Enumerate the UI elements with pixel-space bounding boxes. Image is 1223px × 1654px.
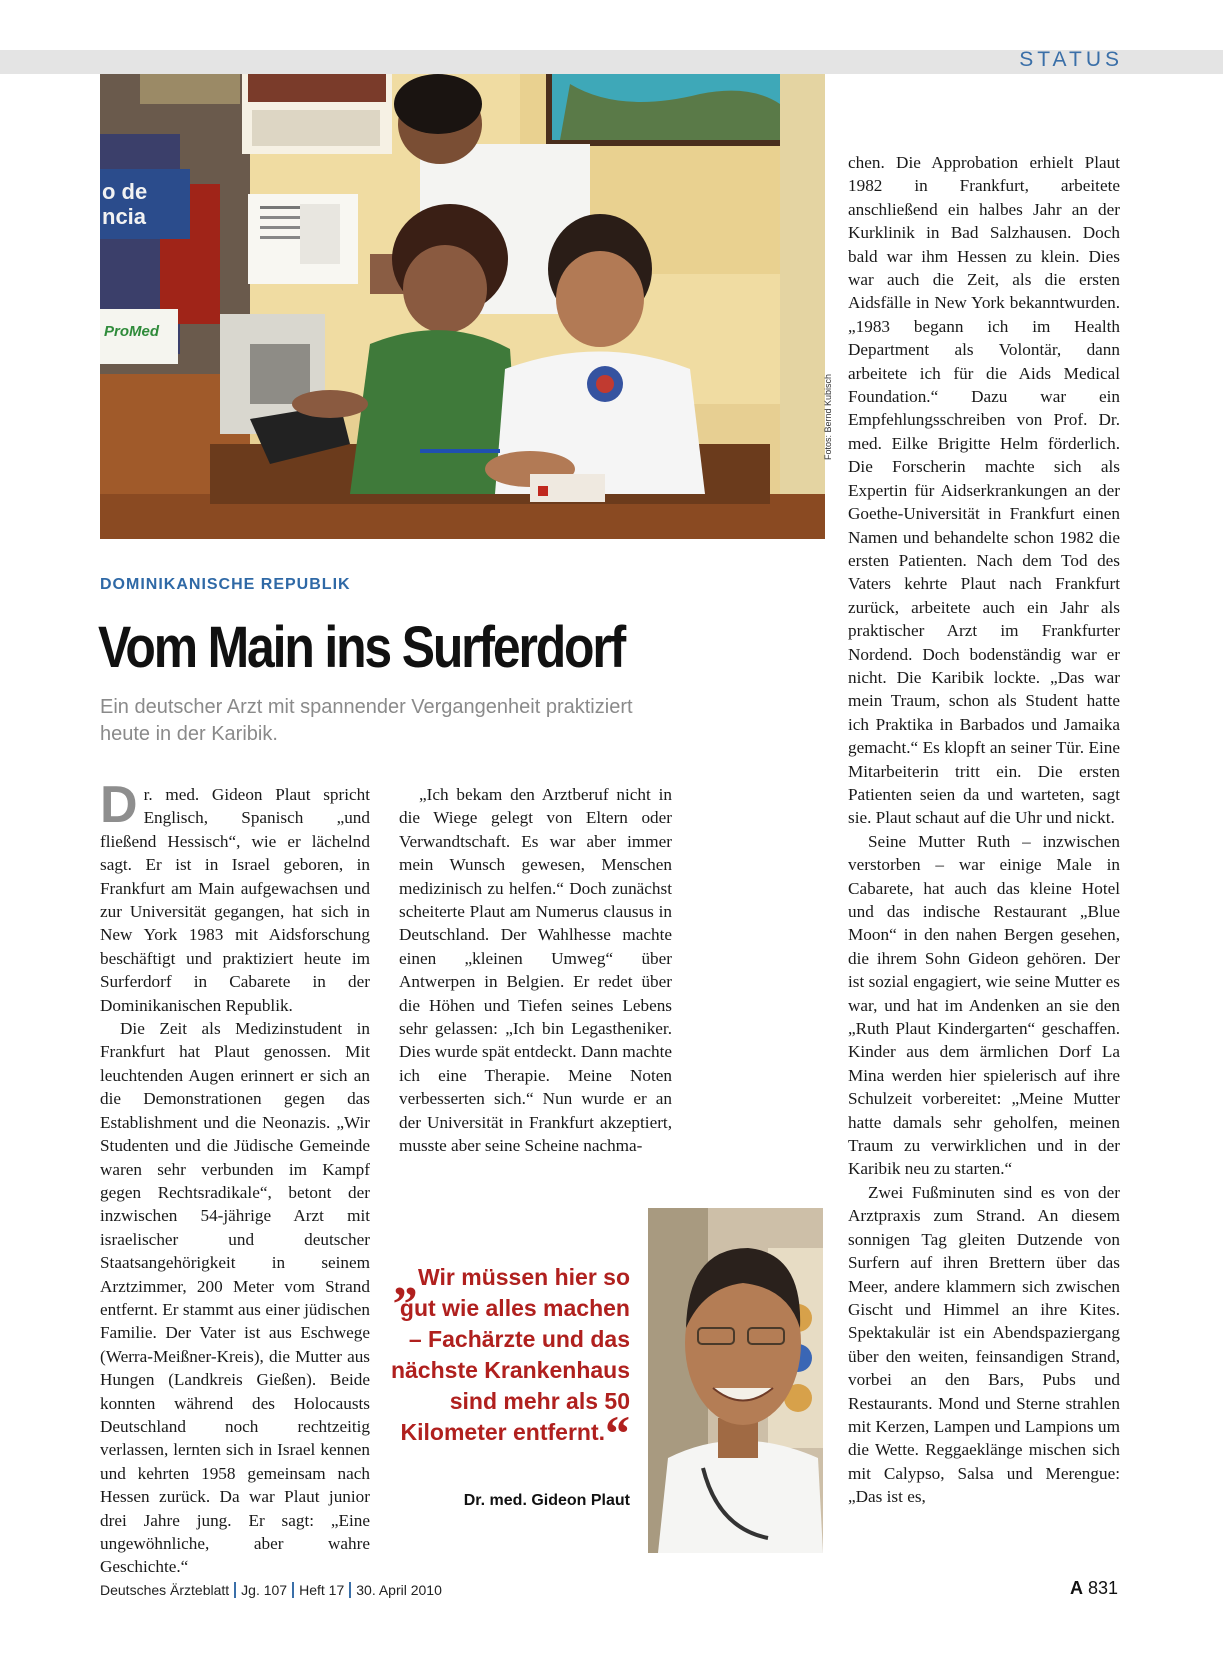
svg-text:ncia: ncia xyxy=(102,204,147,229)
pull-quote xyxy=(390,1250,630,1461)
page-prefix: A xyxy=(1069,1578,1083,1598)
section-label: STATUS xyxy=(1019,48,1123,71)
paragraph xyxy=(100,776,370,1017)
footer-divider xyxy=(234,1582,236,1598)
photo-credit: Fotos: Bernd Kubisch xyxy=(823,373,833,460)
journal-volume: Jg. 107 xyxy=(241,1582,288,1598)
journal-issue: Heft 17 xyxy=(299,1582,345,1598)
dropcap: D xyxy=(100,776,138,834)
pull-quote-text: Wir müssen hier so gut wie alles machen – Fachärzte und das nächste Krankenhaus sind mehr als 50 Kilometer entfernt. xyxy=(390,1264,630,1445)
article-kicker: DOMINIKANISCHE REPUBLIK xyxy=(100,576,351,593)
paragraph-text: r. med. Gideon Plaut spricht Englisch, Spanisch „und fließend Hessisch“, wie er lächelnd sagt. Er ist in Israel geboren, in Frankfurt am Main aufgewachsen und zur Universität gegangen, hat sich in New York 1983 mit Aidsforschung beschäftigt und praktiziert heute im Surferdorf in Cabarete in der Dominikanischen Republik. xyxy=(100,785,370,1015)
footer xyxy=(100,1582,442,1598)
column-3 xyxy=(848,151,1120,1509)
column-2 xyxy=(399,783,672,1158)
page-number-value: 831 xyxy=(1087,1578,1118,1598)
paragraph: chen. Die Approbation erhielt Plaut 1982 in Frankfurt, arbeitete anschließend ein halbes Jahr an der Kurklinik in Bad Salzhausen. Doch bald war ihm Hessen zu klein. Dies war auch die Zeit, als die ersten Aidsfälle in New York bekanntwurden. „1983 begann ich im Health Department als Volontär, dann arbeitete ich für die Aids Medical Foundation.“ Dazu war ein Empfehlungsschreiben von Prof. Dr. med. Eilke Brigitte Helm förderlich. Die Forscherin machte sich als Expertin für Aidserkrankungen an der Goethe-Universität in Frankfurt einen Namen und behandelte schon 1982 die ersten Patienten. Nach dem Tod des Vaters kehrte Plaut nach Frankfurt zurück, arbeitete auch ein Jahr als praktischer Arzt im Frankfurter Nordend. Doch bodenständig war er nicht. Die Karibik lockte. „Das war mein Traum, schon als Student hatte ich Praktika in Barbados und Jamaika gemacht.“ Es klopft an seiner Tür. Eine Mitarbeiterin tritt ein. Die ersten Patienten seien da und warteten, sagt sie. Plaut schaut auf die Uhr und nickt. xyxy=(848,153,1120,828)
paragraph: „Ich bekam den Arztberuf nicht in die Wiege gelegt von Eltern oder Verwandtschaft. Es war aber immer mein Wunsch gewesen, Menschen medizinisch zu helfen.“ Doch zunächst scheiterte Plaut am Numerus clausus in Deutschland. Der Wahlhesse machte einen „kleinen Umweg“ über Antwerpen in Belgien. Er redet über die Höhen und Tiefen seines Lebens sehr gelassen: „Ich bin Legastheniker. Dies wurde spät entdeckt. Dann machte ich eine Therapie. Meine Noten verbesserten sich.“ Nun wurde er an der Universität in Frankfurt akzeptiert, musste aber seine Scheine nachma- xyxy=(399,785,672,1156)
quote-close-mark: “ xyxy=(605,1405,630,1461)
svg-text:o de: o de xyxy=(102,179,148,204)
journal-name: Deutsches Ärzteblatt xyxy=(100,1582,230,1598)
issue-date: 30. April 2010 xyxy=(356,1582,442,1598)
article-subtitle: Ein deutscher Arzt mit spannender Vergangenheit praktiziert heute in der Karibik. xyxy=(100,696,633,745)
pull-quote-author: Dr. med. Gideon Plaut xyxy=(463,1492,630,1509)
footer-divider xyxy=(349,1582,351,1598)
page-number xyxy=(1070,1578,1118,1599)
portrait-photo xyxy=(648,1208,823,1553)
column-1 xyxy=(100,776,370,1579)
article-title: Vom Main ins Surferdorf xyxy=(98,615,625,680)
paragraph: Seine Mutter Ruth – inzwischen verstorben – war einige Male in Cabarete, hat auch das kleine Hotel und das indische Restaurant „Blue Moon“ in den nahen Bergen gesehen, die ihrem Sohn Gideon gehören. Der ist sozial engagiert, wie seine Mutter es war, und hat im Andenken an sie den „Ruth Plaut Kindergarten“ geschaffen. Kinder aus dem ärmlichen Dorf La Mina werden hier spielerisch auf ihre Schulzeit vorbereitet: „Meine Mutter hatte damals sehr geholfen, meinen Traum zu verwirklichen und in der Karibik neu zu starten.“ xyxy=(848,831,1120,1179)
paragraph: Zwei Fußminuten sind es von der Arztpraxis zum Strand. An diesem sonnigen Tag gleiten Dutzende von Surfern auf ihren Brettern über das Meer, andere klammern sich zwischen Gischt und Himmel an ihre Kites. Spektakulär ist ein Abendspaziergang über den weiten, feinsandigen Strand, vorbei an den Bars, Pubs und Restaurants. Mond und Sterne strahlen mit Kerzen, Lampen und Lampions um die Wette. Reggaeklänge mischen sich mit Calypso, Salsa und Merengue: „Das ist es, xyxy=(848,1182,1120,1507)
svg-text:ProMed: ProMed xyxy=(104,323,160,340)
paragraph: Die Zeit als Medizinstudent in Frankfurt hat Plaut genossen. Mit leuchtenden Augen erinnert er sich an die Demonstrationen gegen das Establishment und die Neonazis. „Wir Studenten und die Jüdische Gemeinde waren sehr verbunden im Kampf gegen Rechtsradikale“, betont der inzwischen 54-jährige Arzt mit israelischer und deutscher Staatsangehörigkeit in seinem Arztzimmer, 200 Meter vom Strand entfernt. Er stammt aus einer jüdischen Familie. Der Vater ist aus Eschwege (Werra-Meißner-Kreis), die Mutter aus Hungen (Landkreis Gießen). Beide konnten während des Holocausts Deutschland noch rechtzeitig verlassen, lernten sich in Israel kennen und kehrten 1958 gemeinsam nach Hessen zurück. Da war Plaut junior drei Jahre jung. Er sagt: „Eine ungewöhnliche, aber wahre Geschichte.“ xyxy=(100,1019,370,1577)
quote-open-mark: „ xyxy=(393,1250,419,1306)
footer-divider xyxy=(292,1582,294,1598)
main-photo xyxy=(100,74,825,539)
